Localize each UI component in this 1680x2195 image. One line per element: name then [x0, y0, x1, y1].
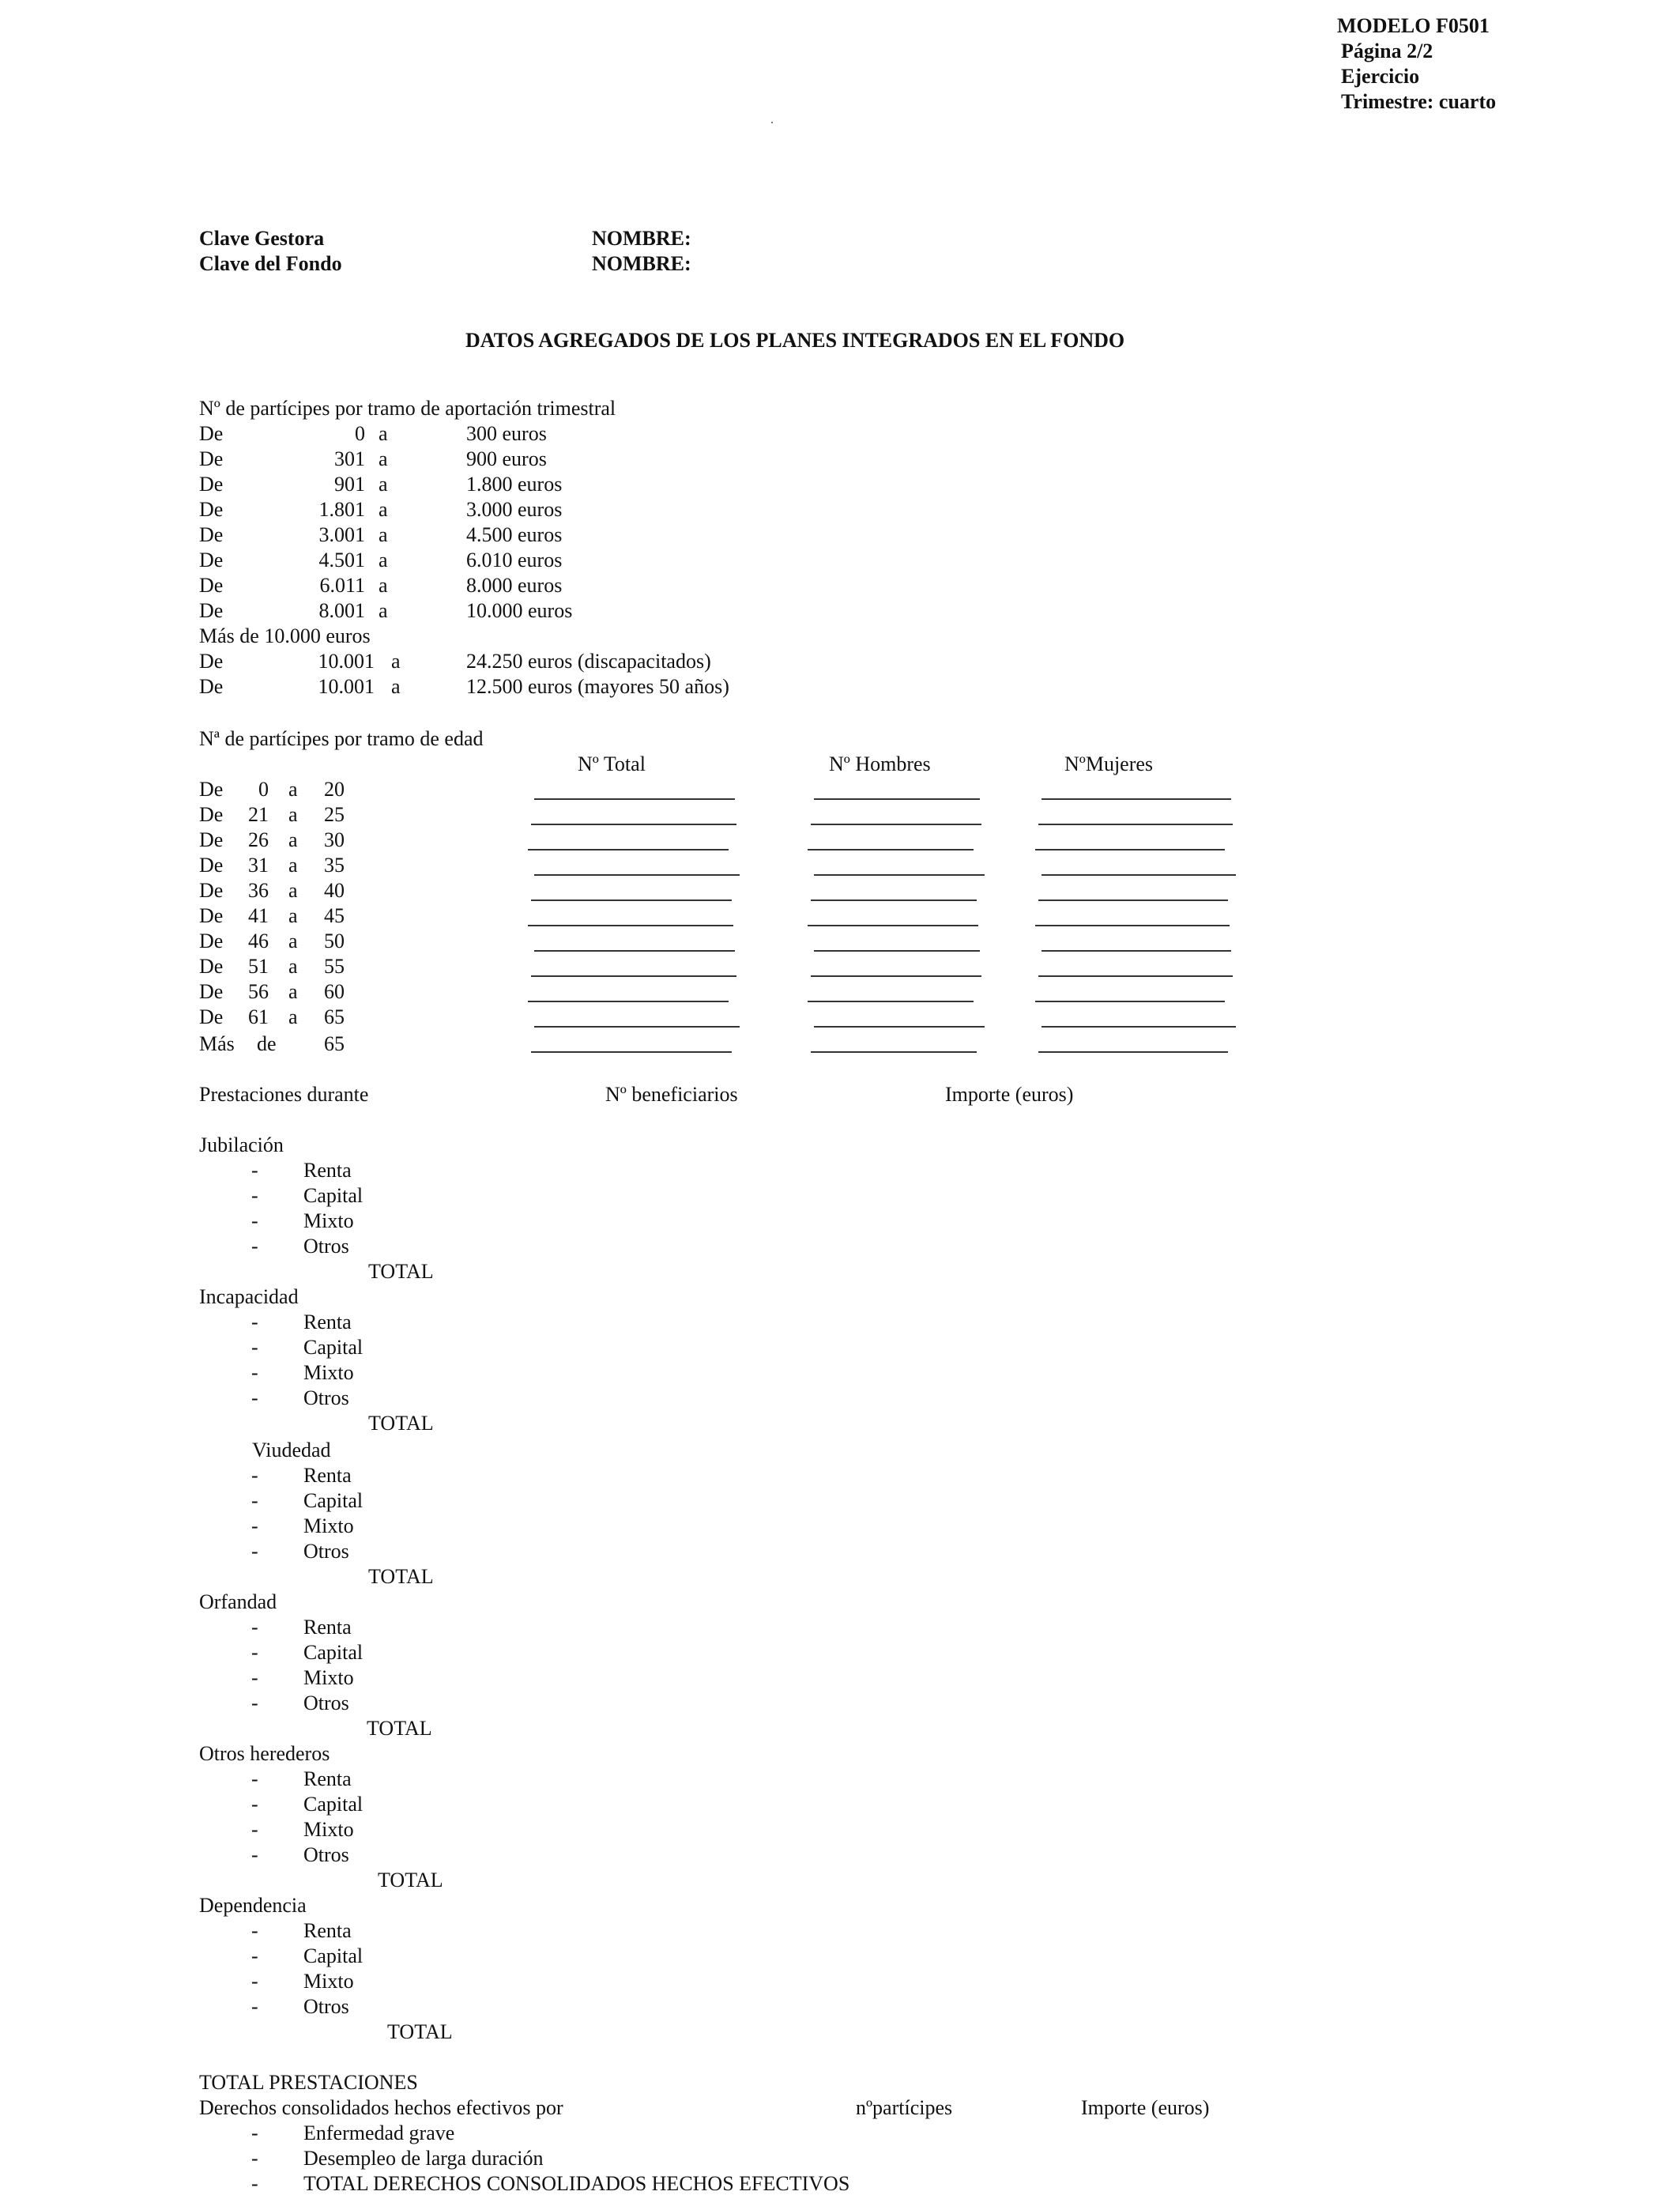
edad-fill-line-mujeres: [1038, 1051, 1228, 1053]
edad-row-de: De: [199, 1005, 224, 1028]
col-header-importe: Importe (euros): [945, 1083, 1074, 1106]
aportacion-row-to: 6.010 euros: [466, 549, 563, 571]
edad-row-from: 21: [248, 803, 269, 826]
aportacion-row-de: De: [199, 574, 224, 597]
edad-row-to: 35: [324, 854, 345, 877]
edad-fill-line-mujeres: [1038, 975, 1233, 977]
prestacion-group-total: TOTAL: [387, 2020, 453, 2043]
edad-row-label-mas: Más: [199, 1032, 235, 1055]
aportacion-row-to: 4.500 euros: [466, 523, 563, 546]
edad-fill-line-total: [531, 899, 732, 901]
prestacion-group-name: Dependencia: [199, 1894, 307, 1917]
edad-fill-line-mujeres: [1035, 1001, 1225, 1002]
edad-fill-line-mujeres: [1035, 925, 1230, 926]
edad-row-to: 55: [324, 955, 345, 978]
edad-row-de: De: [199, 904, 224, 927]
aportacion-row-de: De: [199, 422, 224, 445]
edad-heading: Nª de partícipes por tramo de edad: [199, 727, 484, 750]
edad-fill-line-hombres: [811, 899, 977, 901]
aportacion-row-to: 300 euros: [466, 422, 547, 445]
prestacion-item-bullet: -: [251, 1540, 258, 1563]
derechos-item-bullet: -: [251, 2172, 258, 2195]
prestacion-item-bullet: -: [251, 1641, 258, 1664]
prestacion-item-bullet: -: [251, 1209, 258, 1232]
edad-row-from: 61: [248, 1005, 269, 1028]
edad-fill-line-mujeres: [1042, 798, 1231, 800]
prestacion-group-total: TOTAL: [368, 1260, 434, 1283]
aportacion-row-a: a: [379, 447, 388, 470]
aportacion-row-from: 301: [334, 447, 365, 470]
aportacion-row-to: 8.000 euros: [466, 574, 563, 597]
prestacion-item-label: Capital: [303, 1336, 363, 1359]
derechos-item-bullet: -: [251, 2147, 258, 2170]
aportacion-row-de: De: [199, 599, 224, 622]
edad-fill-line-hombres: [811, 1051, 977, 1053]
edad-row-a: a: [288, 879, 298, 902]
prestacion-item-label: Otros: [303, 1692, 349, 1714]
edad-row-de: De: [199, 980, 224, 1003]
prestacion-item-bullet: -: [251, 1666, 258, 1689]
prestaciones-heading: Prestaciones durante: [199, 1083, 369, 1106]
col-header-participes: nºpartícipes: [856, 2096, 953, 2119]
prestacion-item-bullet: -: [251, 1843, 258, 1866]
prestacion-item-bullet: -: [251, 1767, 258, 1790]
prestacion-item-label: Otros: [303, 1843, 349, 1866]
edad-row-de: De: [199, 955, 224, 978]
prestacion-item-label: Mixto: [303, 1666, 354, 1689]
edad-row-to: 40: [324, 879, 345, 902]
scan-speck: [771, 122, 773, 123]
prestacion-item-bullet: -: [251, 1235, 258, 1258]
prestacion-group-total: TOTAL: [368, 1412, 434, 1435]
edad-row-to: 60: [324, 980, 345, 1003]
edad-row-a: a: [288, 930, 298, 952]
prestacion-item-label: Capital: [303, 1793, 363, 1816]
edad-fill-line-total: [534, 1026, 740, 1028]
aportacion-row-from: 6.011: [319, 574, 365, 597]
page-number: Página 2/2: [1341, 40, 1433, 62]
derechos-heading: Derechos consolidados hechos efectivos por: [199, 2096, 563, 2119]
edad-fill-line-total: [534, 798, 735, 800]
edad-fill-line-total: [534, 874, 740, 876]
prestacion-item-label: Capital: [303, 1641, 363, 1664]
edad-row-a: a: [288, 828, 298, 851]
edad-row-a: a: [288, 854, 298, 877]
derechos-item-label: Enfermedad grave: [303, 2121, 455, 2144]
prestacion-group-name: Otros herederos: [199, 1742, 330, 1765]
prestacion-item-label: Renta: [303, 1767, 352, 1790]
edad-fill-line-mujeres: [1042, 950, 1231, 952]
clave-fondo-label: Clave del Fondo: [199, 252, 342, 275]
prestacion-group-name: Jubilación: [199, 1133, 284, 1156]
fiscal-year-label: Ejercicio: [1341, 65, 1420, 88]
aportacion-row-de: De: [199, 447, 224, 470]
prestacion-item-bullet: -: [251, 1184, 258, 1207]
prestacion-item-label: Mixto: [303, 1209, 354, 1232]
edad-fill-line-mujeres: [1035, 849, 1225, 850]
prestacion-group-name: Orfandad: [199, 1590, 277, 1613]
edad-fill-line-hombres: [811, 824, 981, 825]
edad-row-de: De: [199, 828, 224, 851]
edad-row-a: a: [288, 980, 298, 1003]
edad-row-from: 0: [258, 778, 269, 801]
aportacion-row-de: De: [199, 498, 224, 521]
edad-row-to: 65: [324, 1005, 345, 1028]
edad-row-from: 56: [248, 980, 269, 1003]
prestacion-item-label: Renta: [303, 1464, 352, 1487]
derechos-item-label: TOTAL DERECHOS CONSOLIDADOS HECHOS EFECTIVOS: [303, 2172, 850, 2195]
edad-row-to: 25: [324, 803, 345, 826]
prestacion-item-label: Otros: [303, 1386, 349, 1409]
col-header-mujeres: NºMujeres: [1064, 752, 1154, 775]
col-header-hombres: Nº Hombres: [829, 752, 931, 775]
nombre-gestora-label: NOMBRE:: [592, 227, 691, 250]
prestacion-item-bullet: -: [251, 1944, 258, 1967]
prestacion-item-label: Otros: [303, 1540, 349, 1563]
edad-fill-line-total: [528, 849, 729, 850]
aportacion-row-to: 3.000 euros: [466, 498, 563, 521]
edad-fill-line-hombres: [808, 849, 974, 850]
edad-row-de: De: [199, 854, 224, 877]
prestacion-item-bullet: -: [251, 1793, 258, 1816]
edad-row-de: De: [199, 930, 224, 952]
edad-fill-line-total: [528, 925, 733, 926]
edad-row-to: 30: [324, 828, 345, 851]
edad-fill-line-total: [531, 824, 736, 825]
edad-fill-line-hombres: [814, 798, 980, 800]
clave-gestora-label: Clave Gestora: [199, 227, 325, 250]
edad-fill-line-mujeres: [1042, 1026, 1236, 1028]
col-header-beneficiarios: Nº beneficiarios: [605, 1083, 738, 1106]
aportacion-row-de: De: [199, 549, 224, 571]
edad-row-to: 45: [324, 904, 345, 927]
aportacion-extra-row-from: 10.001: [318, 650, 375, 673]
aportacion-extra-row-de: De: [199, 675, 224, 698]
col-header-importe-derechos: Importe (euros): [1081, 2096, 1210, 2119]
prestacion-item-bullet: -: [251, 1616, 258, 1639]
aportacion-row-de: De: [199, 473, 224, 496]
aportacion-row-from: 4.501: [318, 549, 365, 571]
prestacion-item-label: Renta: [303, 1919, 352, 1942]
edad-row-a: a: [288, 778, 298, 801]
edad-row-de: De: [199, 803, 224, 826]
edad-row-a: a: [288, 955, 298, 978]
prestacion-item-bullet: -: [251, 1336, 258, 1359]
prestacion-item-label: Mixto: [303, 1818, 354, 1841]
edad-fill-line-hombres: [814, 1026, 985, 1028]
model-code: MODELO F0501: [1337, 14, 1490, 37]
aportacion-row-to: 900 euros: [466, 447, 547, 470]
aportacion-row-a: a: [379, 574, 388, 597]
aportacion-row-de: De: [199, 523, 224, 546]
edad-fill-line-total: [528, 1001, 729, 1002]
col-header-total: Nº Total: [578, 752, 646, 775]
prestacion-item-bullet: -: [251, 1514, 258, 1537]
aportacion-extra-row-from: 10.001: [318, 675, 375, 698]
prestacion-item-label: Otros: [303, 1995, 349, 2018]
edad-row-de: De: [199, 879, 224, 902]
edad-fill-line-hombres: [814, 950, 980, 952]
prestacion-item-label: Capital: [303, 1944, 363, 1967]
prestacion-item-bullet: -: [251, 1818, 258, 1841]
prestacion-item-label: Renta: [303, 1159, 352, 1182]
nombre-fondo-label: NOMBRE:: [592, 252, 691, 275]
aportacion-extra-row-to: 12.500 euros (mayores 50 años): [466, 675, 729, 698]
prestacion-group-name: Viudedad: [252, 1439, 331, 1461]
prestacion-item-bullet: -: [251, 1919, 258, 1942]
prestacion-group-name: Incapacidad: [199, 1285, 299, 1308]
edad-row-to-65: 65: [324, 1032, 345, 1055]
edad-fill-line-mujeres: [1038, 824, 1233, 825]
prestacion-item-label: Renta: [303, 1311, 352, 1333]
prestacion-item-label: Mixto: [303, 1514, 354, 1537]
quarter-label: Trimestre: cuarto: [1341, 90, 1497, 113]
prestacion-item-bullet: -: [251, 1970, 258, 1993]
aportacion-extra-row-to: 24.250 euros (discapacitados): [466, 650, 711, 673]
prestacion-item-label: Capital: [303, 1184, 363, 1207]
prestacion-item-label: Capital: [303, 1489, 363, 1512]
derechos-item-bullet: -: [251, 2121, 258, 2144]
aportacion-row-a: a: [379, 422, 388, 445]
aportacion-row-from: 8.001: [318, 599, 365, 622]
derechos-item-label: Desempleo de larga duración: [303, 2147, 544, 2170]
edad-fill-line-mujeres: [1042, 874, 1236, 876]
aportacion-row-from: 3.001: [318, 523, 365, 546]
aportacion-row-a: a: [379, 473, 388, 496]
prestacion-item-bullet: -: [251, 1361, 258, 1384]
prestacion-group-total: TOTAL: [378, 1869, 443, 1891]
aportacion-row-from: 901: [334, 473, 365, 496]
edad-row-a: a: [288, 803, 298, 826]
prestacion-group-total: TOTAL: [368, 1565, 434, 1588]
page-title: DATOS AGREGADOS DE LOS PLANES INTEGRADOS EN EL FONDO: [465, 329, 1125, 352]
aportacion-row-from: 0: [355, 422, 365, 445]
total-prestaciones-label: TOTAL PRESTACIONES: [199, 2071, 418, 2094]
edad-row-a: a: [288, 1005, 298, 1028]
edad-row-from: 26: [248, 828, 269, 851]
prestacion-item-bullet: -: [251, 1311, 258, 1333]
edad-fill-line-hombres: [808, 925, 978, 926]
prestacion-item-label: Mixto: [303, 1361, 354, 1384]
edad-row-from: 41: [248, 904, 269, 927]
prestacion-item-bullet: -: [251, 1386, 258, 1409]
edad-fill-line-total: [531, 975, 736, 977]
edad-row-to: 20: [324, 778, 345, 801]
prestacion-group-total: TOTAL: [367, 1717, 432, 1740]
prestacion-item-bullet: -: [251, 1692, 258, 1714]
edad-row-from: 51: [248, 955, 269, 978]
edad-row-from: 31: [248, 854, 269, 877]
edad-fill-line-hombres: [811, 975, 981, 977]
edad-fill-line-hombres: [808, 1001, 974, 1002]
prestacion-item-bullet: -: [251, 1464, 258, 1487]
edad-row-a: a: [288, 904, 298, 927]
prestacion-item-label: Renta: [303, 1616, 352, 1639]
prestacion-item-bullet: -: [251, 1159, 258, 1182]
aportacion-extra-row-de: De: [199, 650, 224, 673]
edad-row-from: 36: [248, 879, 269, 902]
aportacion-row-a: a: [379, 498, 388, 521]
prestacion-item-label: Mixto: [303, 1970, 354, 1993]
edad-row-mid-de: de: [257, 1032, 277, 1055]
aportacion-extra-row-a: a: [391, 675, 401, 698]
edad-row-de: De: [199, 778, 224, 801]
aportacion-row-from: 1.801: [318, 498, 365, 521]
prestacion-item-label: Otros: [303, 1235, 349, 1258]
prestacion-item-bullet: -: [251, 1995, 258, 2018]
aportacion-row-a: a: [379, 599, 388, 622]
aportacion-row-to: 1.800 euros: [466, 473, 563, 496]
aportacion-row-a: a: [379, 549, 388, 571]
aportacion-extra-row-a: a: [391, 650, 401, 673]
aportacion-heading: Nº de partícipes por tramo de aportación trimestral: [199, 397, 616, 420]
edad-fill-line-total: [531, 1051, 732, 1053]
edad-row-from: 46: [248, 930, 269, 952]
aportacion-row-to: 10.000 euros: [466, 599, 573, 622]
prestacion-item-bullet: -: [251, 1489, 258, 1512]
edad-fill-line-mujeres: [1038, 899, 1228, 901]
edad-fill-line-total: [534, 950, 735, 952]
aportacion-row-a: a: [379, 523, 388, 546]
mas-de-10000-label: Más de 10.000 euros: [199, 624, 371, 647]
edad-fill-line-hombres: [814, 874, 985, 876]
edad-row-to: 50: [324, 930, 345, 952]
